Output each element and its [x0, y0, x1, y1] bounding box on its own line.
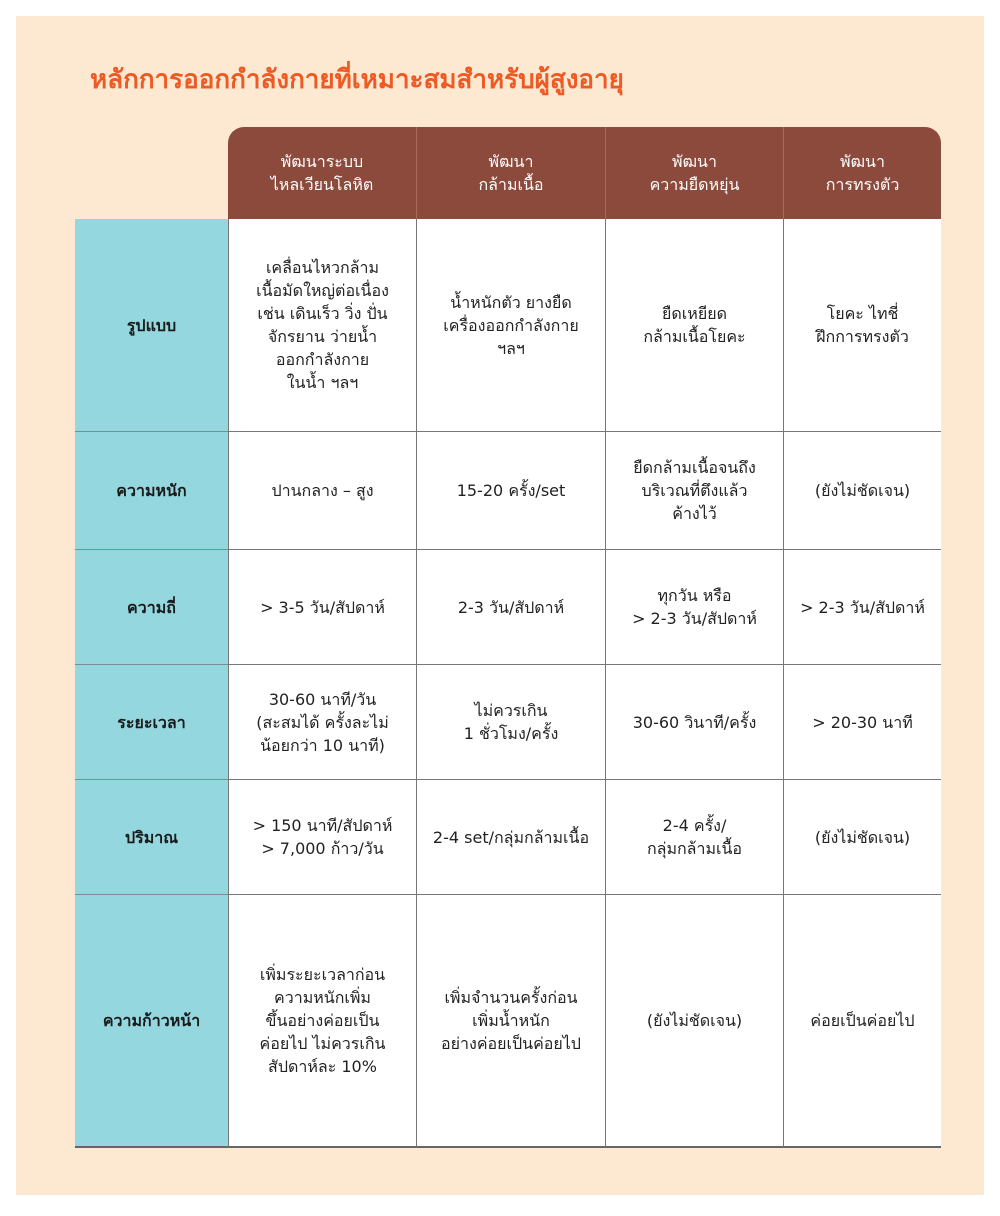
table-row-duration — [75, 665, 941, 780]
table-cell — [228, 432, 416, 550]
table-cell — [605, 550, 783, 665]
table-cell — [416, 895, 605, 1148]
cell-line: ยืดกล้ามเนื้อจนถึง — [633, 458, 756, 477]
cell-line: ค่อยเป็นค่อยไป — [810, 1011, 915, 1030]
cell-line: > 2-3 วัน/สัปดาห์ — [632, 609, 757, 628]
table-cell — [605, 432, 783, 550]
cell-line: > 150 นาที/สัปดาห์ — [252, 816, 393, 835]
cell-line: ทุกวัน หรือ — [657, 586, 732, 605]
cell-line: 2-3 วัน/สัปดาห์ — [457, 597, 565, 617]
cell-line: เพิ่มจำนวนครั้งก่อน — [444, 988, 578, 1007]
cell-line: ในน้ำ ฯลฯ — [286, 373, 359, 392]
cell-line: น้ำหนักตัว ยางยืด — [450, 292, 572, 312]
cell-line: ค่อยไป ไม่ควรเกิน — [259, 1034, 386, 1053]
table-cell — [783, 432, 941, 550]
table-cell — [783, 550, 941, 665]
table-cell — [228, 219, 416, 432]
table-cell — [228, 550, 416, 665]
cell-line: จักรยาน ว่ายน้ำ — [267, 327, 378, 346]
table-cell — [416, 432, 605, 550]
cell-line: กลุ่มกล้ามเนื้อ — [646, 839, 743, 858]
table-cell — [416, 780, 605, 895]
cell-line: (ยังไม่ชัดเจน) — [646, 1011, 743, 1030]
cell-line: ออกกำลังกาย — [275, 350, 370, 369]
table-cell — [783, 895, 941, 1148]
table-body — [75, 219, 941, 1148]
cell-line: กล้ามเนื้อโยคะ — [643, 327, 746, 346]
cell-line: (ยังไม่ชัดเจน) — [814, 827, 911, 847]
row-header: ความหนัก — [75, 432, 228, 550]
cell-line: > 7,000 ก้าว/วัน — [261, 839, 384, 858]
cell-line: น้อยกว่า 10 นาที) — [260, 735, 385, 755]
table-cell — [228, 780, 416, 895]
cell-line: 1 ชั่วโมง/ครั้ง — [463, 724, 559, 743]
column-header-line: พัฒนา — [488, 152, 534, 171]
row-header: ความถี่ — [75, 550, 228, 665]
cell-line: ค้างไว้ — [672, 504, 717, 523]
table-row-volume — [75, 780, 941, 895]
column-header-line: ความยืดหยุ่น — [649, 175, 740, 194]
table-row-progression — [75, 895, 941, 1148]
cell-line: โยคะ ไทชี่ — [826, 304, 899, 323]
cell-line: (ยังไม่ชัดเจน) — [814, 481, 911, 500]
row-header: ความก้าวหน้า — [75, 895, 228, 1148]
table-row-style — [75, 219, 941, 432]
column-header-line: พัฒนา — [672, 152, 717, 171]
column-header-line: กล้ามเนื้อ — [478, 175, 544, 194]
cell-line: 30-60 นาที/วัน — [268, 689, 377, 709]
cell-line: ปานกลาง – สูง — [271, 481, 374, 500]
table-corner — [75, 127, 228, 219]
column-header-circulation — [228, 127, 416, 219]
exercise-principles-table — [75, 127, 941, 1148]
cell-line: ฯลฯ — [497, 338, 525, 358]
column-header-line: การทรงตัว — [825, 175, 900, 194]
column-header-line: พัฒนา — [840, 152, 885, 171]
table-cell — [416, 550, 605, 665]
cell-line: 2-4 set/กลุ่มกล้ามเนื้อ — [432, 827, 590, 847]
cell-line: 15-20 ครั้ง/set — [456, 481, 566, 500]
table-cell — [228, 665, 416, 780]
cell-line: อย่างค่อยเป็นค่อยไป — [441, 1034, 581, 1053]
page-title: หลักการออกกำลังกายที่เหมาะสมสำหรับผู้สูงอายุ — [90, 65, 624, 95]
cell-line: เครื่องออกกำลังกาย — [443, 315, 579, 335]
table-cell — [416, 219, 605, 432]
cell-line: บริเวณที่ตึงแล้ว — [641, 481, 748, 500]
column-header-line: พัฒนาระบบ — [280, 152, 364, 171]
table-cell — [605, 780, 783, 895]
table-cell — [605, 219, 783, 432]
table-header-row — [75, 127, 941, 219]
table-cell — [605, 665, 783, 780]
table-cell — [783, 780, 941, 895]
cell-line: สัปดาห์ละ 10% — [268, 1057, 377, 1076]
column-header-line: ไหลเวียนโลหิต — [270, 175, 374, 194]
cell-line: ยืดเหยียด — [662, 304, 727, 323]
table-cell — [416, 665, 605, 780]
table-cell — [783, 665, 941, 780]
cell-line: 2-4 ครั้ง/ — [662, 816, 727, 835]
cell-line: ความหนักเพิ่ม — [274, 988, 371, 1007]
row-header: ปริมาณ — [75, 780, 228, 895]
column-header-flexibility — [605, 127, 783, 219]
cell-line: เพิ่มน้ำหนัก — [472, 1011, 550, 1030]
cell-line: 30-60 วินาที/ครั้ง — [632, 712, 757, 732]
cell-line: ฝึกการทรงตัว — [816, 327, 909, 346]
cell-line: ขึ้นอย่างค่อยเป็น — [265, 1011, 380, 1030]
cell-line: > 2-3 วัน/สัปดาห์ — [800, 597, 925, 617]
cell-line: เคลื่อนไหวกล้าม — [265, 258, 380, 277]
table-row-intensity — [75, 432, 941, 550]
cell-line: เช่น เดินเร็ว วิ่ง ปั่น — [257, 304, 388, 323]
table-cell — [605, 895, 783, 1148]
row-header: รูปแบบ — [75, 219, 228, 432]
cell-line: เพิ่มระยะเวลาก่อน — [259, 965, 386, 984]
table-cell — [228, 895, 416, 1148]
cell-line: > 20-30 นาที — [812, 712, 913, 732]
table-row-frequency — [75, 550, 941, 665]
column-header-muscle — [416, 127, 605, 219]
cell-line: เนื้อมัดใหญ่ต่อเนื่อง — [256, 281, 389, 300]
row-header: ระยะเวลา — [75, 665, 228, 780]
cell-line: ไม่ควรเกิน — [474, 701, 548, 720]
column-header-balance — [783, 127, 941, 219]
cell-line: > 3-5 วัน/สัปดาห์ — [260, 597, 385, 617]
table-cell — [783, 219, 941, 432]
cell-line: (สะสมได้ ครั้งละไม่ — [256, 712, 389, 732]
